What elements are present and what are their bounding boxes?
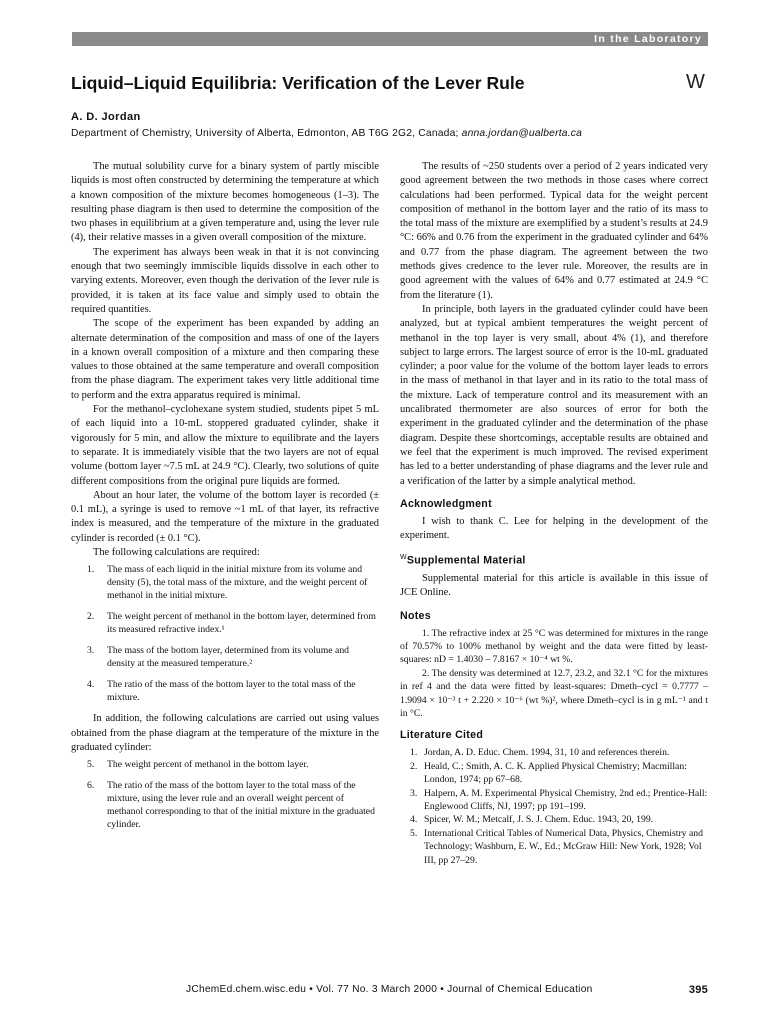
reference-item xyxy=(400,787,708,814)
reference-number: 1. xyxy=(410,747,418,759)
body-paragraph: The results of ~250 students over a period of 2 years indicated very good agreement between the two methods in those cases where correct calculations had been performed. Typical data for the weight percent composition of methanol in the bottom layer and the ratio of its mass to the total mass of the mixture are exemplified by a student’s results at 24.9 °C: 66% and 0.76 from the experiment in the graduated cylinder and 64% and 0.77 from the phase diagram. The agreement between the two methods gives credence to the lever rule. Moreover, the results are in good agreement with the values of 64% and 0.77 estimated at 24.9 °C from the literature (1). xyxy=(400,161,708,301)
supplemental-heading: Supplemental Material xyxy=(406,554,526,567)
list-number: 4. xyxy=(87,678,95,690)
body-paragraph: In principle, both layers in the graduated cylinder could have been analyzed, but at typical ambient temperatures the weight percent of methanol in the top layer is very small, about 4% (1), and therefore subject to large errors. The largest source of error is the 10-mL graduated cylinder; a poor value for the volume of the bottom layer leads to errors in the mass of methanol in that layer and in its ratio to the total mass of the mixture. Lack of temperature control and its measurement with an uncalibrated thermometer are also sources of error for both the experiment in the graduated cylinder and the determination of the phase diagram. Despite these shortcomings, acceptable results are obtained and we feel that the experiment is much improved. The revised experiment has led to a better understanding of phase diagrams and the lever rule and a verification of the latter by a simple analytical method. xyxy=(400,303,708,487)
acknowledgment-heading: Acknowledgment xyxy=(400,497,492,510)
literature-list xyxy=(400,746,708,867)
right-column xyxy=(400,160,708,867)
notes-heading: Notes xyxy=(400,609,431,622)
list-item xyxy=(71,611,379,637)
reference-number: 5. xyxy=(410,827,418,839)
list-text: The ratio of the mass of the bottom layer to the total mass of the mixture, using the lever rule and an overall weight percent of methanol corresponding to that of the initial mixture in the graduated cylinder. xyxy=(107,780,375,830)
reference-text: Halpern, A. M. Experimental Physical Chemistry, 2nd ed.; Prentice-Hall: Englewood Cliffs, NJ, 1997; pp 191–199. xyxy=(424,787,708,813)
list-text: The ratio of the mass of the bottom layer to the total mass of the mixture. xyxy=(107,678,356,703)
supplemental-heading-row xyxy=(400,551,708,568)
list-item xyxy=(71,645,379,671)
article-title: Liquid–Liquid Equilibria: Verification of the Lever Rule xyxy=(71,73,525,93)
affiliation-text: Department of Chemistry, University of Alberta, Edmonton, AB T6G 2G2, Canada; xyxy=(71,128,462,139)
reference-item xyxy=(400,760,708,787)
list-item xyxy=(71,780,379,832)
list-text: The mass of each liquid in the initial mixture from its volume and density (5), the total mass of the mixture, and the weight percent of methanol in the initial mixture. xyxy=(107,564,368,602)
reference-item xyxy=(400,813,708,826)
reference-number: 4. xyxy=(410,814,418,826)
running-footer: JChemEd.chem.wisc.edu • Vol. 77 No. 3 March 2000 • Journal of Chemical Education xyxy=(186,984,593,995)
body-paragraph: The scope of the experiment has been expanded by adding an alternate determination of the composition and mass of one of the layers in a known overall composition of a mixture and then comparing these values to those obtained at the same temperature and overall composition from the phase diagram. The experiment takes very little additional time to perform and the extra apparatus required is minimal. xyxy=(71,318,379,401)
list-number: 3. xyxy=(87,644,95,656)
body-paragraph: The mutual solubility curve for a binary system of partly miscible liquids is most often constructed by determining the temperature at which a known composition of the mixture becomes homogeneous (1–3). The resulting phase diagram is then used to determine the composition of the two phases in equilibrium at a given temperature and, using the lever rule (4), their relative masses in a given overall composition of the mixture. xyxy=(71,161,379,244)
reference-number: 3. xyxy=(410,787,418,799)
page-number: 395 xyxy=(688,984,708,996)
reference-text: Jordan, A. D. Educ. Chem. 1994, 31, 10 and references therein. xyxy=(424,747,670,759)
reference-item xyxy=(400,746,708,759)
list-item xyxy=(71,679,379,705)
reference-text: Spicer, W. M.; Metcalf, J. S. J. Chem. Educ. 1943, 20, 199. xyxy=(424,814,654,826)
web-supplement-mark: W xyxy=(686,71,705,93)
reference-text: Heald, C.; Smith, A. C. K. Applied Physical Chemistry; Macmillan: London, 1974; pp 67–68. xyxy=(424,760,687,786)
list-text: The mass of the bottom layer, determined from its volume and density at the measured temperature.² xyxy=(107,644,350,669)
diagram-calculations-list xyxy=(71,759,379,832)
list-number: 1. xyxy=(87,564,95,576)
left-column xyxy=(71,160,379,840)
reference-number: 2. xyxy=(410,760,418,772)
list-number: 2. xyxy=(87,611,95,623)
reference-text: International Critical Tables of Numerical Data, Physics, Chemistry and Technology; Washburn, E. W., Ed.; McGraw Hill: New York, 1928; Vol III, pp 27–29. xyxy=(424,827,703,866)
list-item xyxy=(71,564,379,603)
body-paragraph: About an hour later, the volume of the bottom layer is recorded (± 0.1 mL), a syringe is used to remove ~1 mL of that layer, its refractive index is measured, and the temperature of the mixture in the graduated cylinder is recorded (± 0.1 °C). xyxy=(71,489,379,544)
acknowledgment-text: I wish to thank C. Lee for helping in the development of the experiment. xyxy=(400,515,708,542)
reference-item xyxy=(400,827,708,867)
body-paragraph: In addition, the following calculations are carried out using values obtained from the phase diagram at the temperature of the mixture in the graduated cylinder: xyxy=(71,713,379,754)
author-email: anna.jordan@ualberta.ca xyxy=(461,128,583,139)
section-banner xyxy=(72,32,708,46)
literature-heading: Literature Cited xyxy=(400,729,484,742)
list-text: The weight percent of methanol in the bottom layer. xyxy=(107,759,309,771)
supplemental-text: Supplemental material for this article is available in this issue of JCE Online. xyxy=(400,572,708,599)
list-text: The weight percent of methanol in the bottom layer, determined from its measured refractive index.¹ xyxy=(107,611,376,635)
web-supplement-mark-small: W xyxy=(400,554,407,562)
note-item: 1. The refractive index at 25 °C was determined for mixtures in the range of 70.57% to 100% methanol by weight and the data were fitted by least-squares: nD = 1.4030 – 7.8167 × 10⁻⁴ wt %. xyxy=(400,627,708,666)
body-paragraph: The experiment has always been weak in that it is not convincing enough that two seemingly immiscible liquids dissolve in each other to varying extents. Moreover, even though the derivation of the lever rule is provided, it is taken at its face value and simply used to obtain the required quantities. xyxy=(71,246,379,315)
notes-list xyxy=(400,627,708,721)
list-number: 6. xyxy=(87,780,95,792)
body-paragraph: The following calculations are required: xyxy=(93,547,260,559)
author-name: A. D. Jordan xyxy=(71,111,141,123)
page-footer xyxy=(186,983,708,997)
section-label: In the Laboratory xyxy=(594,33,702,45)
list-item xyxy=(71,759,379,772)
author-affiliation xyxy=(71,127,582,141)
note-item: 2. The density was determined at 12.7, 23.2, and 32.1 °C for the mixtures in ref 4 and the data were fitted by least-squares: Dmeth–cycl = 0.7777 – 1.9094 × 10⁻³ t + 2.220 × 10⁻⁶ (wt %)², where Dmeth–cycl is in g mL⁻¹ and t in °C. xyxy=(400,667,708,719)
list-number: 5. xyxy=(87,759,95,771)
body-paragraph: For the methanol–cyclohexane system studied, students pipet 5 mL of each liquid into a 10-mL stoppered graduated cylinder, shake it vigorously for 5 min, and allow the mixture to equilibrate and the layers to separate. It is immediately visible that the two layers are not of equal volume (bottom layer ~7.5 mL at 24.9 °C). Clearly, two solutions of quite different compositions from the original pure liquids are formed. xyxy=(71,404,379,487)
required-calculations-list xyxy=(71,564,379,704)
